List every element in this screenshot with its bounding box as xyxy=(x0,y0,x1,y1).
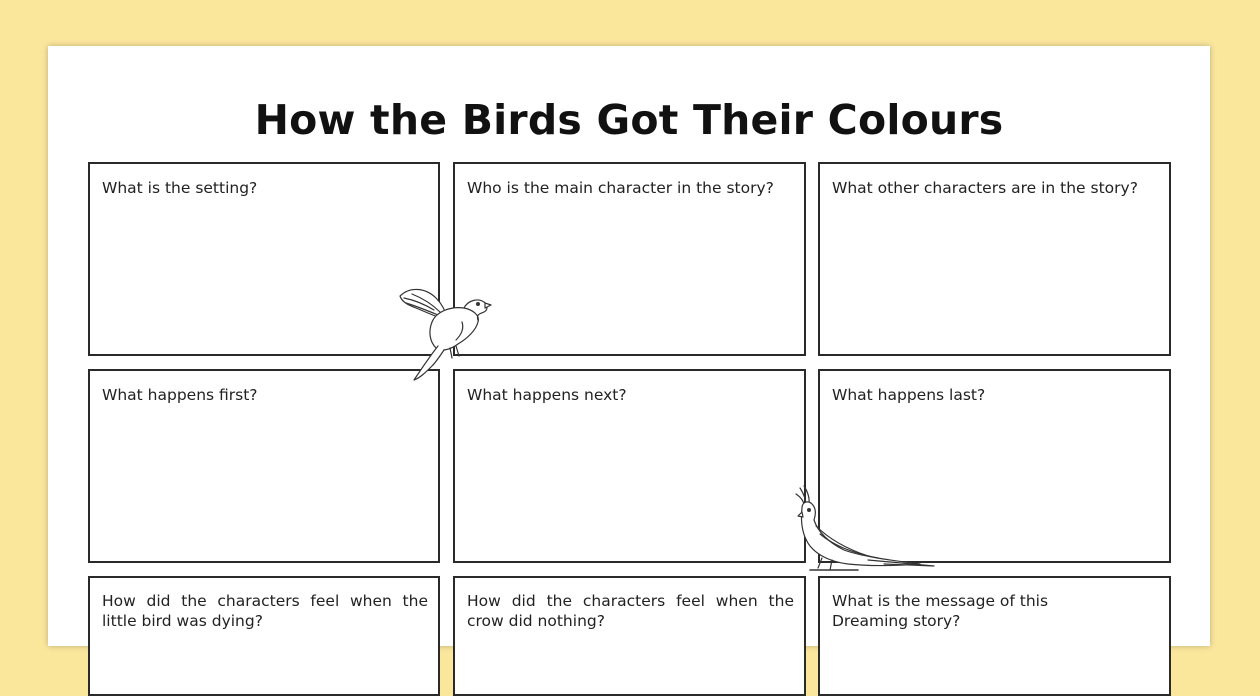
answer-box-feelings-little-bird[interactable] xyxy=(88,576,440,696)
answer-box-feelings-crow[interactable] xyxy=(453,576,806,696)
answer-box-other-characters[interactable] xyxy=(818,162,1171,356)
question-label: What is the setting? xyxy=(102,179,258,197)
worksheet-page xyxy=(48,46,1210,646)
answer-box-setting[interactable] xyxy=(88,162,440,356)
worksheet-title: How the Birds Got Their Colours xyxy=(254,96,1004,144)
answer-box-happens-first[interactable] xyxy=(88,369,440,563)
cockatiel-bird-icon xyxy=(788,482,938,582)
question-label: How did the characters feel when the crow did nothing? xyxy=(467,592,794,630)
question-label: What happens next? xyxy=(467,386,627,404)
question-label: What happens last? xyxy=(832,386,986,404)
answer-box-happens-next[interactable] xyxy=(453,369,806,563)
question-label: How did the characters feel when the little bird was dying? xyxy=(102,592,428,630)
question-label: What other characters are in the story? xyxy=(832,179,1138,197)
finch-bird-icon xyxy=(392,282,492,392)
answer-box-message[interactable] xyxy=(818,576,1171,696)
question-label: What happens first? xyxy=(102,386,258,404)
question-label: What is the message of this Dreaming story? xyxy=(832,592,1049,630)
answer-box-main-character[interactable] xyxy=(453,162,806,356)
question-label: Who is the main character in the story? xyxy=(467,179,774,197)
